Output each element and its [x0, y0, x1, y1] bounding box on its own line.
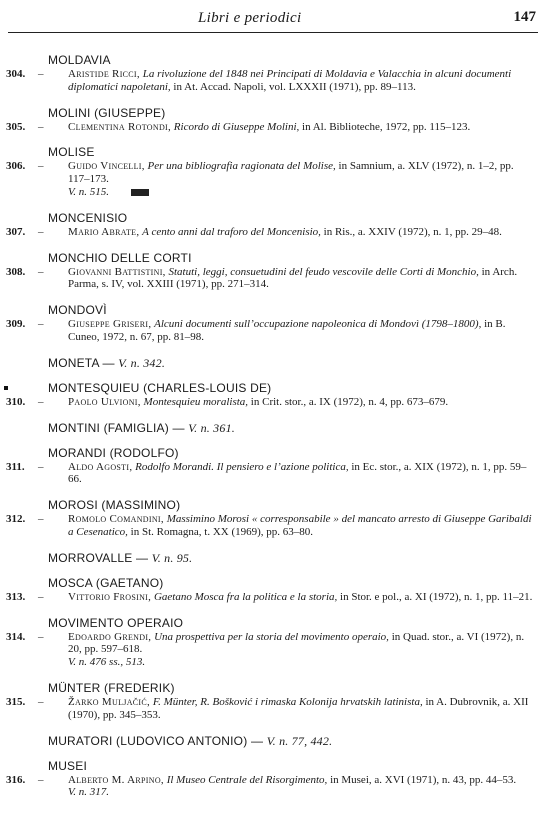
entry-citation: in B. Cuneo, 1972, n. 67, pp. 81–98. — [68, 318, 506, 343]
entry-number: 310. — [6, 395, 26, 408]
entry-citation: in Arch. Parma, s. IV, vol. XXIII (1971), pp. 271–314. — [68, 265, 518, 291]
entry-number: 306. — [6, 160, 26, 173]
section-heading: MONCHIO DELLE CORTI — [48, 250, 192, 265]
page-header — [8, 6, 538, 33]
entry-title: La rivoluzione del 1848 nei Principati di Moldavia e Valacchia in alcuni documenti diplomatici napoletani, — [68, 68, 512, 93]
entry-author: Clementina Rotondi, — [68, 120, 172, 133]
section-heading: MONCENISIO — [48, 210, 128, 225]
entry-author: Romolo Comandini, — [68, 513, 164, 526]
entry-author: Žarko Muljačić, — [68, 695, 151, 708]
entry-number: 312. — [6, 513, 26, 526]
cross-reference: V. n. 77, 442. — [266, 733, 333, 748]
bibliography-entry: 314. – Edoardo Grendi, Una prospettiva per la storia del movimento operaio, in Quad. stor., a. VI (1972), n. 20, pp. 597–618. V. n. 476 ss., 513. — [6, 630, 525, 669]
entry-number: 311. — [6, 460, 25, 473]
entry-citation: in Al. Biblioteche, 1972, pp. 115–123. — [299, 120, 471, 133]
bibliography-entry: 315. – Žarko Muljačić, F. Münter, R. Bošković i rimaska Kolonija hrvatskih latinista, in A. Dubrovnik, a. XII (1970), pp. 345–353. — [6, 695, 529, 721]
entry-number: 309. — [6, 318, 26, 331]
entry-author: Edoardo Grendi, — [68, 630, 152, 643]
section-heading: MOLINI (GIUSEPPE) — [48, 105, 166, 120]
cross-reference: V. n. 476 ss., 513. — [68, 656, 146, 669]
section-heading: MORANDI (RODOLFO) — [48, 445, 179, 460]
running-title: Libri e periodici — [198, 10, 302, 26]
entry-author: Alberto M. Arpino, — [68, 773, 164, 786]
margin-mark — [4, 386, 8, 390]
entry-title: F. Münter, R. Bošković i rimaska Kolonija hrvatskih latinista, — [152, 695, 423, 708]
entry-title: Statuti, leggi, consuetudini del feudo vescovile delle Corti di Monchio, — [168, 265, 479, 278]
bibliography-entry: 307. – Mario Abrate, A cento anni dal traforo del Moncenisio, in Ris., a. XXIV (1972), n. 1, pp. 29–48. — [6, 225, 502, 238]
section-heading: MOROSI (MASSIMINO) — [48, 498, 181, 513]
entry-number: 308. — [6, 265, 26, 278]
entry-author: Paolo Ulvioni, — [68, 395, 141, 408]
entry-author: Aristide Ricci, — [68, 68, 140, 80]
entry-number: 305. — [6, 120, 26, 133]
entry-author: Giuseppe Griseri, — [68, 318, 152, 331]
entry-number: 316. — [6, 773, 26, 786]
entry-citation: in Musei, a. XVI (1971), n. 43, pp. 44–53. — [327, 773, 517, 786]
entry-title: Montesquieu moralista, — [143, 395, 249, 408]
section-heading: MUSEI — [48, 758, 88, 773]
heading-text: MORROVALLE — — [48, 550, 152, 565]
entry-title: Ricordo di Giuseppe Molini, — [173, 120, 300, 133]
entry-citation: in At. Accad. Napoli, vol. LXXXII (1971), pp. 89–113. — [170, 80, 416, 93]
entry-title: Una prospettiva per la storia del movimento operaio, — [154, 630, 389, 643]
bibliography-entry: 306. – Guido Vincelli, Per una bibliografia ragionata del Molise, in Samnium, a. XLV (1972), n. 1–2, pp. 117–173. V. n. 515. — [6, 160, 514, 198]
bibliography-entry: 309. – Giuseppe Griseri, Alcuni documenti sull’occupazione napoleonica di Mondovì (1798–1800), in B. Cuneo, 1972, n. 67, pp. 81–98. — [6, 318, 506, 343]
entry-citation: in Quad. stor., a. VI (1972), n. 20, pp. 597–618. — [68, 630, 525, 656]
heading-text: MONTINI (FAMIGLIA) — — [48, 420, 189, 435]
entry-title: Gaetano Mosca fra la politica e la storia, — [153, 590, 338, 603]
entry-title: Rodolfo Morandi. Il pensiero e l’azione politica, — [135, 460, 349, 473]
entry-author: Aldo Agosti, — [68, 460, 133, 473]
bibliography-list — [0, 52, 550, 804]
heading-text: MURATORI (LUDOVICO ANTONIO) — — [48, 733, 267, 748]
section-heading — [48, 420, 550, 436]
entry-author: Mario Abrate, — [68, 225, 140, 238]
entry-citation: in Crit. stor., a. IX (1972), n. 4, pp. 673–679. — [248, 395, 449, 408]
bibliography-entry: 305. – Clementina Rotondi, Ricordo di Giuseppe Molini, in Al. Biblioteche, 1972, pp. 115–123. — [6, 120, 471, 133]
entry-title: Per una bibliografia ragionata del Molise, — [147, 160, 336, 173]
cross-reference: V. n. 361. — [188, 420, 235, 435]
heading-text: MONETA — — [48, 355, 119, 370]
entry-citation: in Ris., a. XXIV (1972), n. 1, pp. 29–48. — [320, 225, 502, 238]
section-heading: MONDOVÌ — [48, 303, 107, 318]
bibliography-entry: 308. – Giovanni Battistini, Statuti, leggi, consuetudini del feudo vescovile delle Corti di Monchio, in Arch. Parma, s. IV, vol. XXIII (1971), pp. 271–314. — [6, 265, 518, 291]
section-heading: MOVIMENTO OPERAIO — [48, 615, 184, 630]
cross-reference: V. n. 317. — [68, 786, 110, 799]
entry-title: Il Museo Centrale del Risorgimento, — [166, 773, 328, 786]
section-heading: MOLISE — [48, 145, 95, 160]
entry-number: 313. — [6, 590, 26, 603]
entry-number: 307. — [6, 225, 26, 238]
ink-smudge — [131, 189, 149, 196]
section-heading: MONTESQUIEU (CHARLES-LOUIS DE) — [48, 380, 272, 395]
entry-number: 314. — [6, 630, 26, 643]
cross-reference: V. n. 342. — [118, 355, 166, 370]
entry-author: Guido Vincelli, — [68, 160, 145, 173]
section-heading: MOSCA (GAETANO) — [48, 575, 164, 590]
entry-title: Alcuni documenti sull’occupazione napoleonica di Mondovì (1798–1800), — [154, 318, 482, 331]
entry-title: Massimino Morosi « corresponsabile » del mancato arresto di Giuseppe Garibaldi a Cesenatico, — [68, 513, 532, 538]
bibliography-entry: 304. – Aristide Ricci, La rivoluzione del 1848 nei Principati di Moldavia e Valacchia in alcuni documenti diplomatici napoletani, in At. Accad. Napoli, vol. LXXXII (1971), pp. 89–113. — [6, 68, 512, 93]
section-heading: MOLDAVIA — [48, 53, 111, 67]
entry-author: Vittorio Frosini, — [68, 590, 152, 603]
entry-number: 315. — [6, 695, 26, 708]
bibliography-entry: 310. – Paolo Ulvioni, Montesquieu moralista, in Crit. stor., a. IX (1972), n. 4, pp. 673–679. — [0, 396, 550, 409]
entry-citation: in St. Romagna, t. XX (1969), pp. 63–80. — [127, 525, 314, 538]
entry-title: A cento anni dal traforo del Moncenisio, — [142, 225, 321, 238]
entry-citation: in Stor. e pol., a. XI (1972), n. 1, pp. 11–21. — [337, 590, 533, 603]
section-heading — [48, 355, 550, 371]
entry-number: 304. — [6, 68, 26, 80]
entry-citation: in Samnium, a. XLV (1972), n. 1–2, pp. 117–173. — [68, 160, 514, 186]
bibliography-entry: 311. – Aldo Agosti, Rodolfo Morandi. Il pensiero e l’azione politica, in Ec. stor., a. XIX (1972), n. 1, pp. 59–66. — [6, 460, 527, 486]
section-heading — [48, 550, 550, 566]
section-heading — [48, 733, 550, 749]
bibliography-entry: 312. – Romolo Comandini, Massimino Morosi « corresponsabile » del mancato arresto di Giuseppe Garibaldi a Cesenatico, in St. Romagna, t. XX (1969), pp. 63–80. — [6, 513, 532, 538]
page-number: 147 — [513, 9, 536, 25]
entry-citation: in A. Dubrovnik, a. XII (1970), pp. 345–353. — [68, 695, 529, 721]
entry-citation: in Ec. stor., a. XIX (1972), n. 1, pp. 59–66. — [68, 460, 527, 486]
cross-reference: V. n. 515. — [68, 185, 110, 198]
bibliography-entry: 313. – Vittorio Frosini, Gaetano Mosca fra la politica e la storia, in Stor. e pol., a. XI (1972), n. 1, pp. 11–21. — [6, 590, 533, 603]
section-heading: MÜNTER (FREDERIK) — [48, 680, 175, 695]
cross-reference: V. n. 95. — [151, 550, 193, 565]
entry-author: Giovanni Battistini, — [68, 265, 166, 278]
bibliography-entry: 316. – Alberto M. Arpino, Il Museo Centrale del Risorgimento, in Musei, a. XVI (1971), n. 43, pp. 44–53. V. n. 317. — [6, 773, 517, 799]
